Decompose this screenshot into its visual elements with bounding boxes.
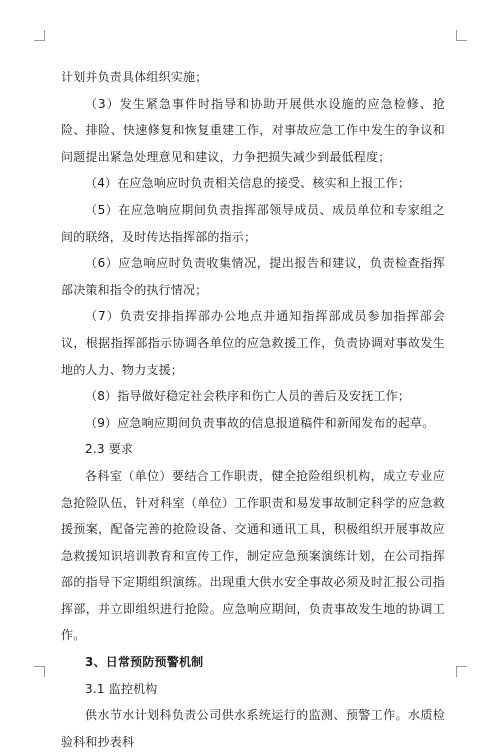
- requirements-paragraph: 各科室（单位）要结合工作职责，健全抢险组织机构，成立专业应急抢险队伍，针对科室（单位）工作职责和易发事故制定科学的应急救援预案，配备完善的抢险设备、交通和通讯工具，积极组织开展事故应急救援知识培训教育和宣传工作，制定应急预案演练计划，在公司指挥部的指导下定期组织演练。出现重大供水安全事故必须及时汇报公司指挥部，并立即组织进行抢险。应急响应期间，负责事故发生地的协调工作。: [61, 468, 445, 643]
- list-item-7: （7）负责安排指挥部办公地点并通知指挥部成员参加指挥部会议，根据指挥部指示协调各单位的应急救援工作，负责协调对事故发生地的人力、物力支援；: [61, 309, 445, 377]
- monitoring-paragraph: 供水节水计划科负责公司供水系统运行的监测、预警工作。水质检验科和抄表科: [61, 708, 445, 749]
- subsection-heading-2-3: 2.3 要求: [85, 442, 134, 457]
- document-body: [61, 64, 445, 755]
- corner-crop-mark-bottom-left: [34, 666, 45, 677]
- corner-crop-mark-top-right: [456, 30, 467, 41]
- subsection-heading-3-1: 3.1 监控机构: [85, 681, 158, 696]
- list-item-9: （9）应急响应期间负责事故的信息报道稿件和新闻发布的起草。: [85, 415, 435, 430]
- list-item-4: （4）在应急响应时负责相关信息的接受、核实和上报工作；: [85, 176, 411, 191]
- list-item-8: （8）指导做好稳定社会秩序和伤亡人员的善后及安抚工作；: [85, 389, 411, 404]
- corner-crop-mark-bottom-right: [456, 666, 467, 677]
- list-item-6: （6）应急响应时负责收集情况，提出报告和建议，负责检查指挥部决策和指令的执行情况；: [61, 256, 445, 297]
- corner-crop-mark-top-left: [34, 30, 45, 41]
- list-item-5: （5）在应急响应期间负责指挥部领导成员、成员单位和专家组之间的联络，及时传达指挥部的指示；: [61, 202, 445, 244]
- list-item-3: （3）发生紧急事件时指导和协助开展供水设施的应急检修、抢险、排险、快速修复和恢复重建工作，对事故应急工作中发生的争议和问题提出紧急处理意见和建议，力争把损失减少到最低程度；: [61, 96, 445, 164]
- paragraph-continuation: 计划并负责具体组织实施；: [61, 70, 208, 84]
- section-heading-3: 3、日常预防预警机制: [85, 655, 204, 670]
